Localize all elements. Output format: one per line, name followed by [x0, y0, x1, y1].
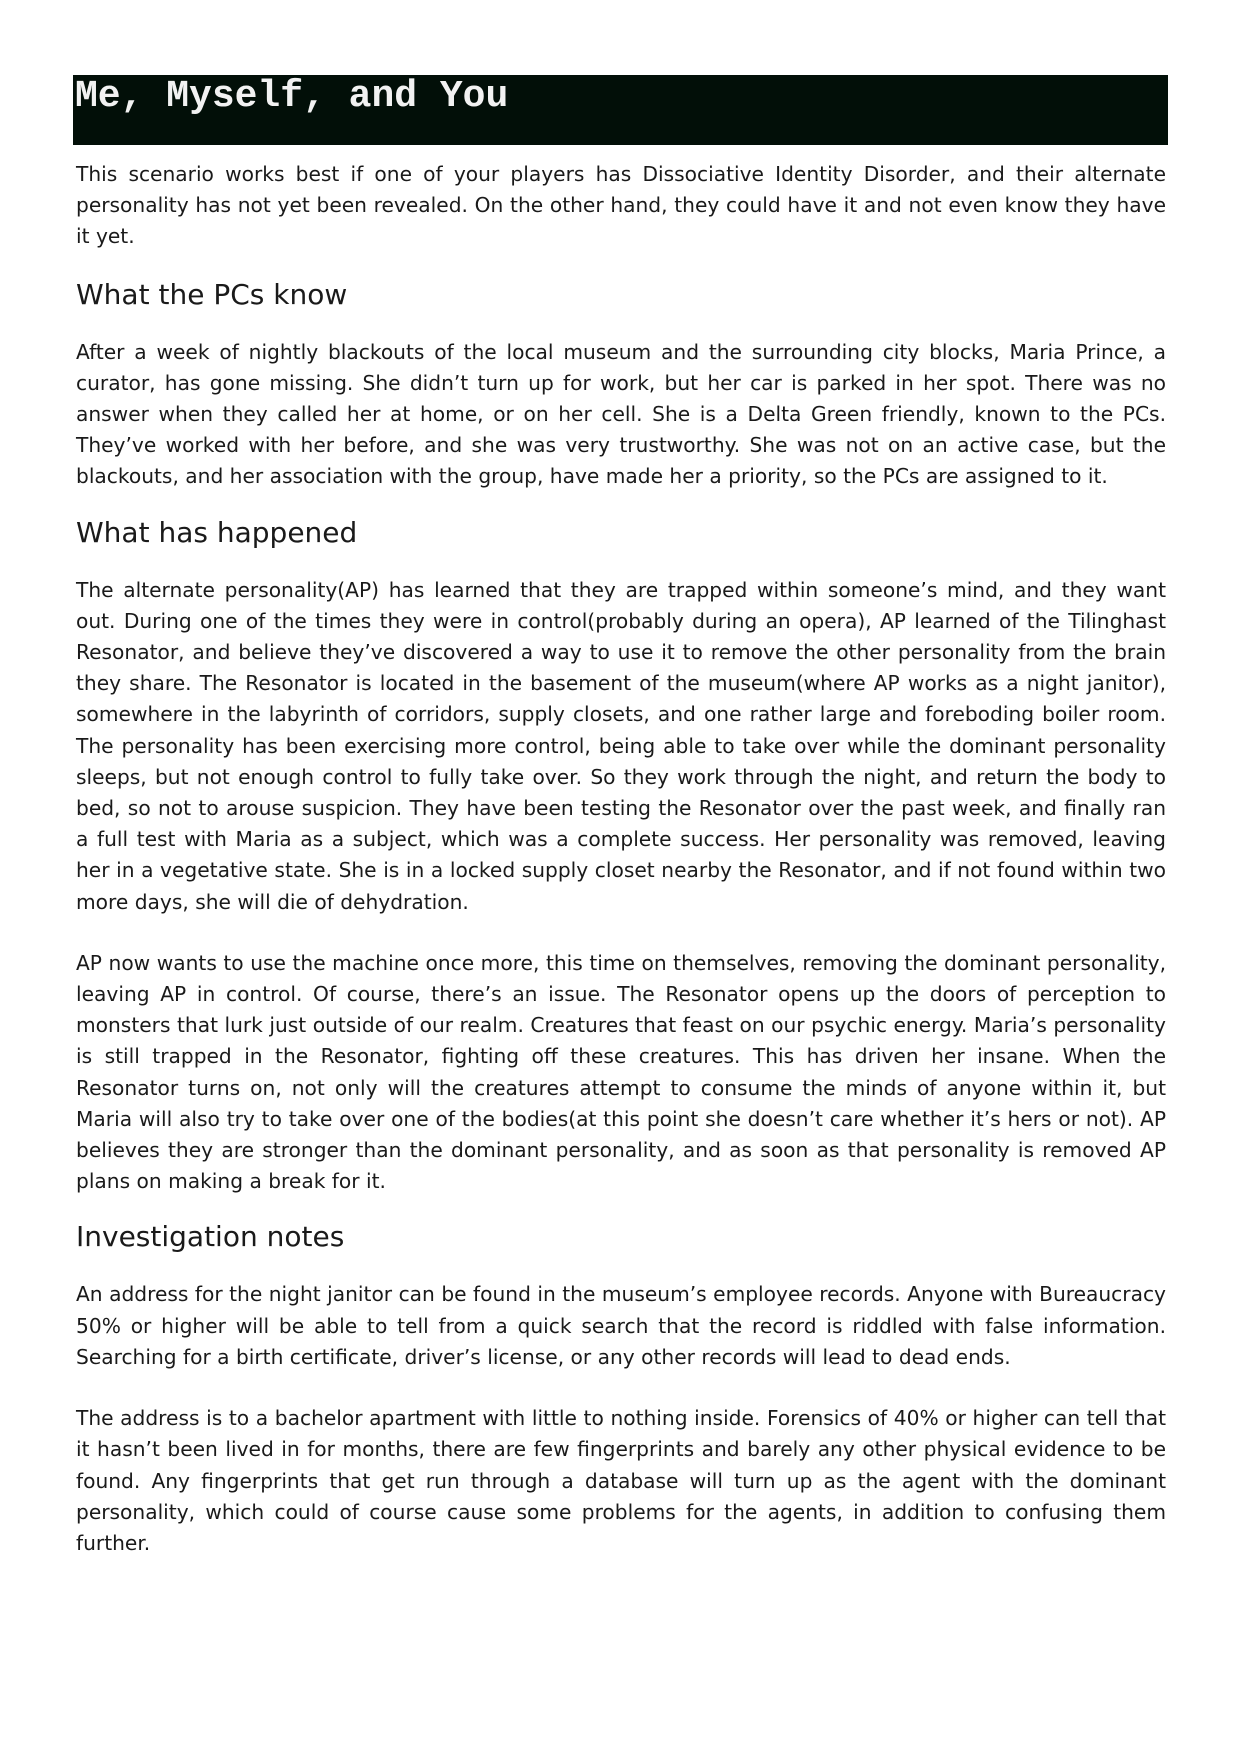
section-heading-pcs-know: What the PCs know: [76, 277, 348, 311]
section-paragraph-pcs-know: After a week of nightly blackouts of the local museum and the surrounding city blocks, Maria Prince, a curator, has gone missing. She didn’t turn up for work, but her car is parked in her spot. There was no answer when they called her at home, or on her cell. She is a Delta Green friendly, known to the PCs. They’ve worked with her before, and she was very trustworthy. She was not on an active case, but the blackouts, and her association with the group, have made her a priority, so the PCs are assigned to it.: [76, 339, 1166, 489]
section-paragraph-investigation-2: The address is to a bachelor apartment with little to nothing inside. Forensics of 40% or higher can tell that it hasn’t been lived in for months, there are few fingerprints and barely any other physical evidence to be found. Any fingerprints that get run through a database will turn up as the agent with the dominant personality, which could of course cause some problems for the agents, in addition to confusing them further.: [76, 1406, 1166, 1555]
title-banner: [73, 75, 1168, 145]
section-heading-what-happened: What has happened: [76, 515, 358, 549]
section-paragraph-investigation-1: An address for the night janitor can be found in the museum’s employee records. Anyone with Bureaucracy 50% or higher will be able to tell from a quick search that the record is riddled with false information. Searching for a birth certificate, driver’s license, or any other records will lead to dead ends.: [76, 1282, 1166, 1369]
section-paragraph-what-happened-2: AP now wants to use the machine once more, this time on themselves, removing the dominant personality, leaving AP in control. Of course, there’s an issue. The Resonator opens up the doors of perception to monsters that lurk just outside of our realm. Creatures that feast on our psychic energy. Maria’s personality is still trapped in the Resonator, fighting off these creatures. This has driven her insane. When the Resonator turns on, not only will the creatures attempt to consume the minds of anyone within it, but Maria will also try to take over one of the bodies(at this point she doesn’t care whether it’s hers or not). AP believes they are stronger than the dominant personality, and as soon as that personality is removed AP plans on making a break for it.: [76, 950, 1166, 1194]
section-paragraph-what-happened-1: The alternate personality(AP) has learned that they are trapped within someone’s mind, and they want out. During one of the times they were in control(probably during an opera), AP learned of the Tilinghast Resonator, and believe they’ve discovered a way to use it to remove the other personality from the brain they share. The Resonator is located in the basement of the museum(where AP works as a night janitor), somewhere in the labyrinth of corridors, supply closets, and one rather large and foreboding boiler room. The personality has been exercising more control, being able to take over while the dominant personality sleeps, but not enough control to fully take over. So they work through the night, and return the body to bed, so not to arouse suspicion. They have been testing the Resonator over the past week, and finally ran a full test with Maria as a subject, which was a complete success. Her personality was removed, leaving her in a vegetative state. She is in a locked supply closet nearby the Resonator, and if not found within two more days, she will die of dehydration.: [76, 577, 1166, 914]
section-heading-investigation-notes: Investigation notes: [76, 1220, 345, 1254]
document-page: [73, 75, 1168, 1559]
intro-paragraph: This scenario works best if one of your players has Dissociative Identity Disorder, and their alternate personality has not yet been revealed. On the other hand, they could have it and not even know they have it yet.: [76, 162, 1166, 249]
document-title: Me, Myself, and You: [75, 75, 509, 118]
